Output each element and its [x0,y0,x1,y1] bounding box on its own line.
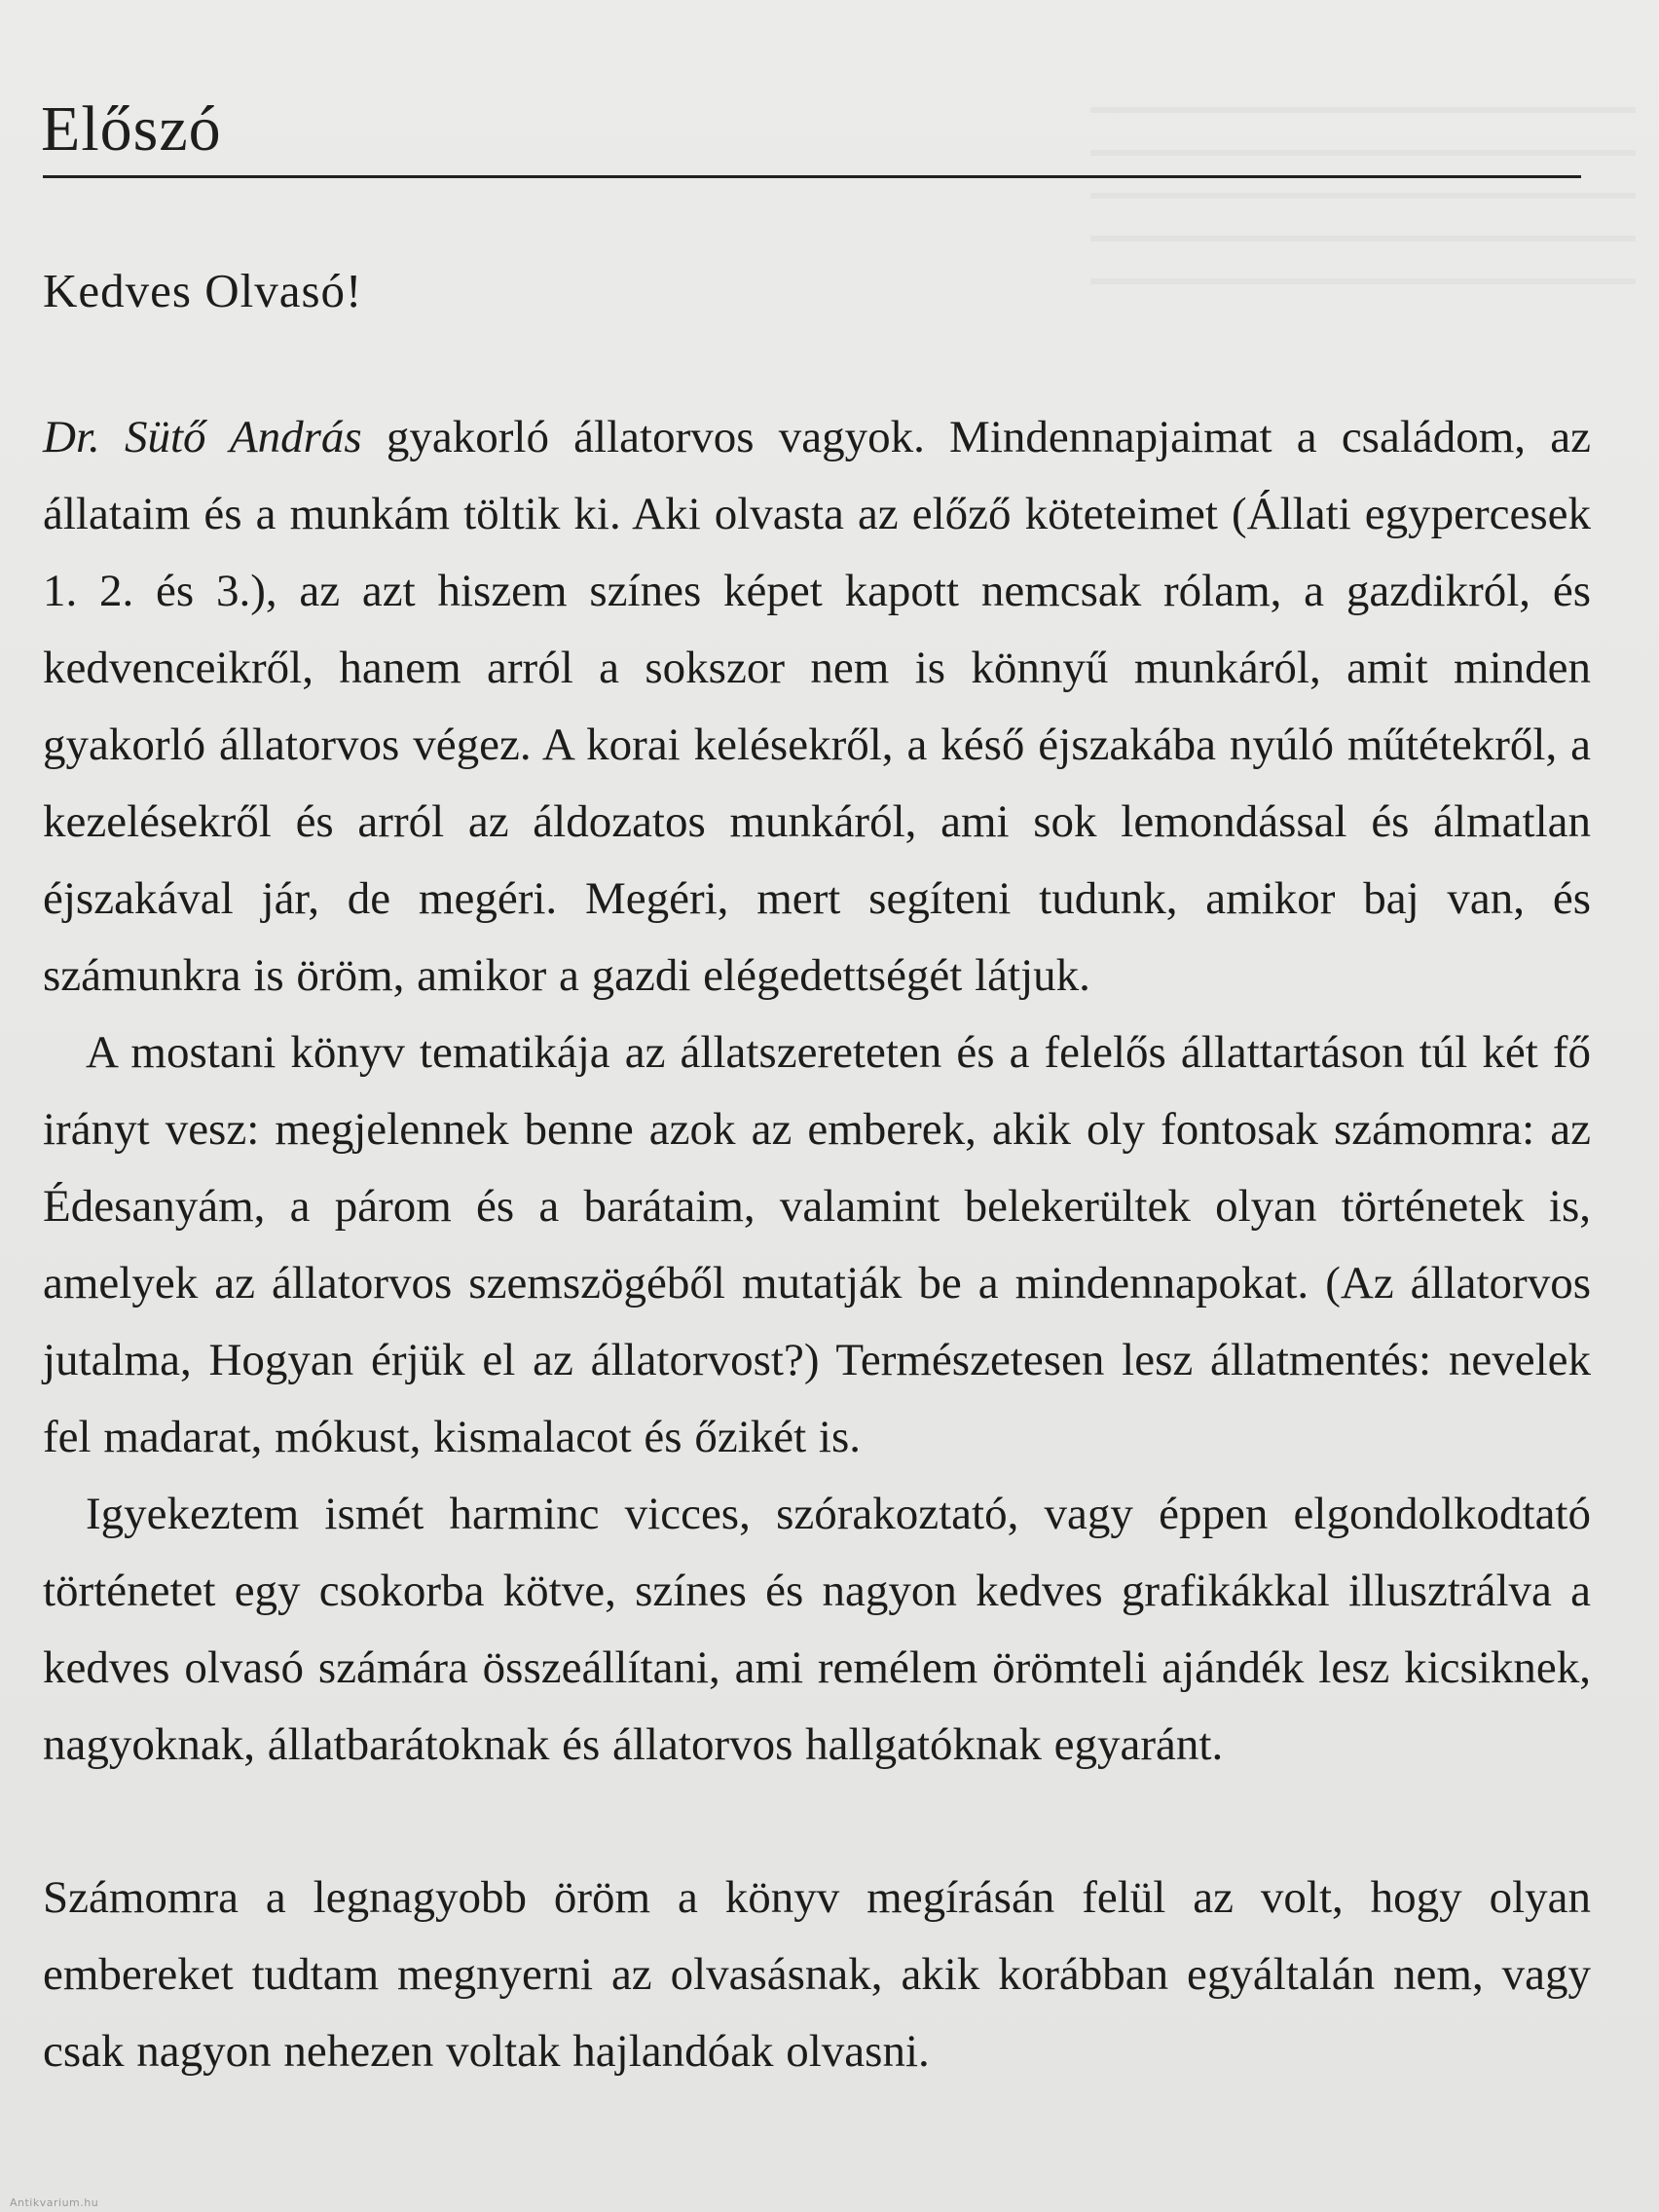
paragraph-stories: Igyekeztem ismét harminc vicces, szórakoztató, vagy éppen elgondolkodtató történetet egy csokorba kötve, színes és nagyon kedves grafikákkal illusztrálva a kedves olvasó számára összeállítani, ami remélem örömteli ajándék lesz kicsiknek, nagyoknak, állatbarátoknak és állatorvos hallgatóknak egyaránt. [43,1489,1591,1770]
paragraph-closing: Számomra a legnagyobb öröm a könyv megírásán felül az volt, hogy olyan embereket tudtam megnyerni az olvasásnak, akik korábban egyáltalán nem, vagy csak nagyon nehezen voltak hajlandóak olvasni. [43,1872,1591,2077]
body-text-main [43,399,1591,1784]
paper-texture [1090,107,1636,302]
paragraph-theme: A mostani könyv tematikája az állatszereteten és a felelős állattartáson túl két fő irányt vesz: megjelennek benne azok az emberek, akik oly fontosak számomra: az Édesanyám, a párom és a barátaim, valamint belekerültek olyan történetek is, amelyek az állatorvos szemszögéből mutatják be a mindennapokat. (Az állatorvos jutalma, Hogyan érjük el az állatorvost?) Természetesen lesz állatmentés: nevelek fel madarat, mókust, kismalacot és őzikét is. [43,1027,1591,1462]
watermark: Antikvarium.hu [10,2196,99,2209]
salutation: Kedves Olvasó! [43,264,363,317]
paragraph-intro-text: gyakorló állatorvos vagyok. Mindennapjaimat a családom, az állataim és a munkám töltik ki. Aki olvasta az előző köteteimet (Állati egypercesek 1. 2. és 3.), az azt hiszem színes képet kapott nemcsak rólam, a gazdikról, és kedvenceikről, hanem arról a sokszor nem is könnyű munkáról, amit minden gyakorló állatorvos végez. A korai kelésekről, a késő éjszakába nyúló műtétekről, a kezelésekről és arról az áldozatos munkáról, ami sok lemondással és álmatlan éjszakával jár, de megéri. Megéri, mert segíteni tudunk, amikor baj van, és számunkra is öröm, amikor a gazdi elégedettségét látjuk. [43,412,1591,1001]
body-text-closing [43,1860,1591,2090]
page-title: Előszó [41,93,222,165]
author-name: Dr. Sütő András [43,412,362,462]
paragraph-intro [43,399,1591,1014]
title-underline [43,175,1581,178]
